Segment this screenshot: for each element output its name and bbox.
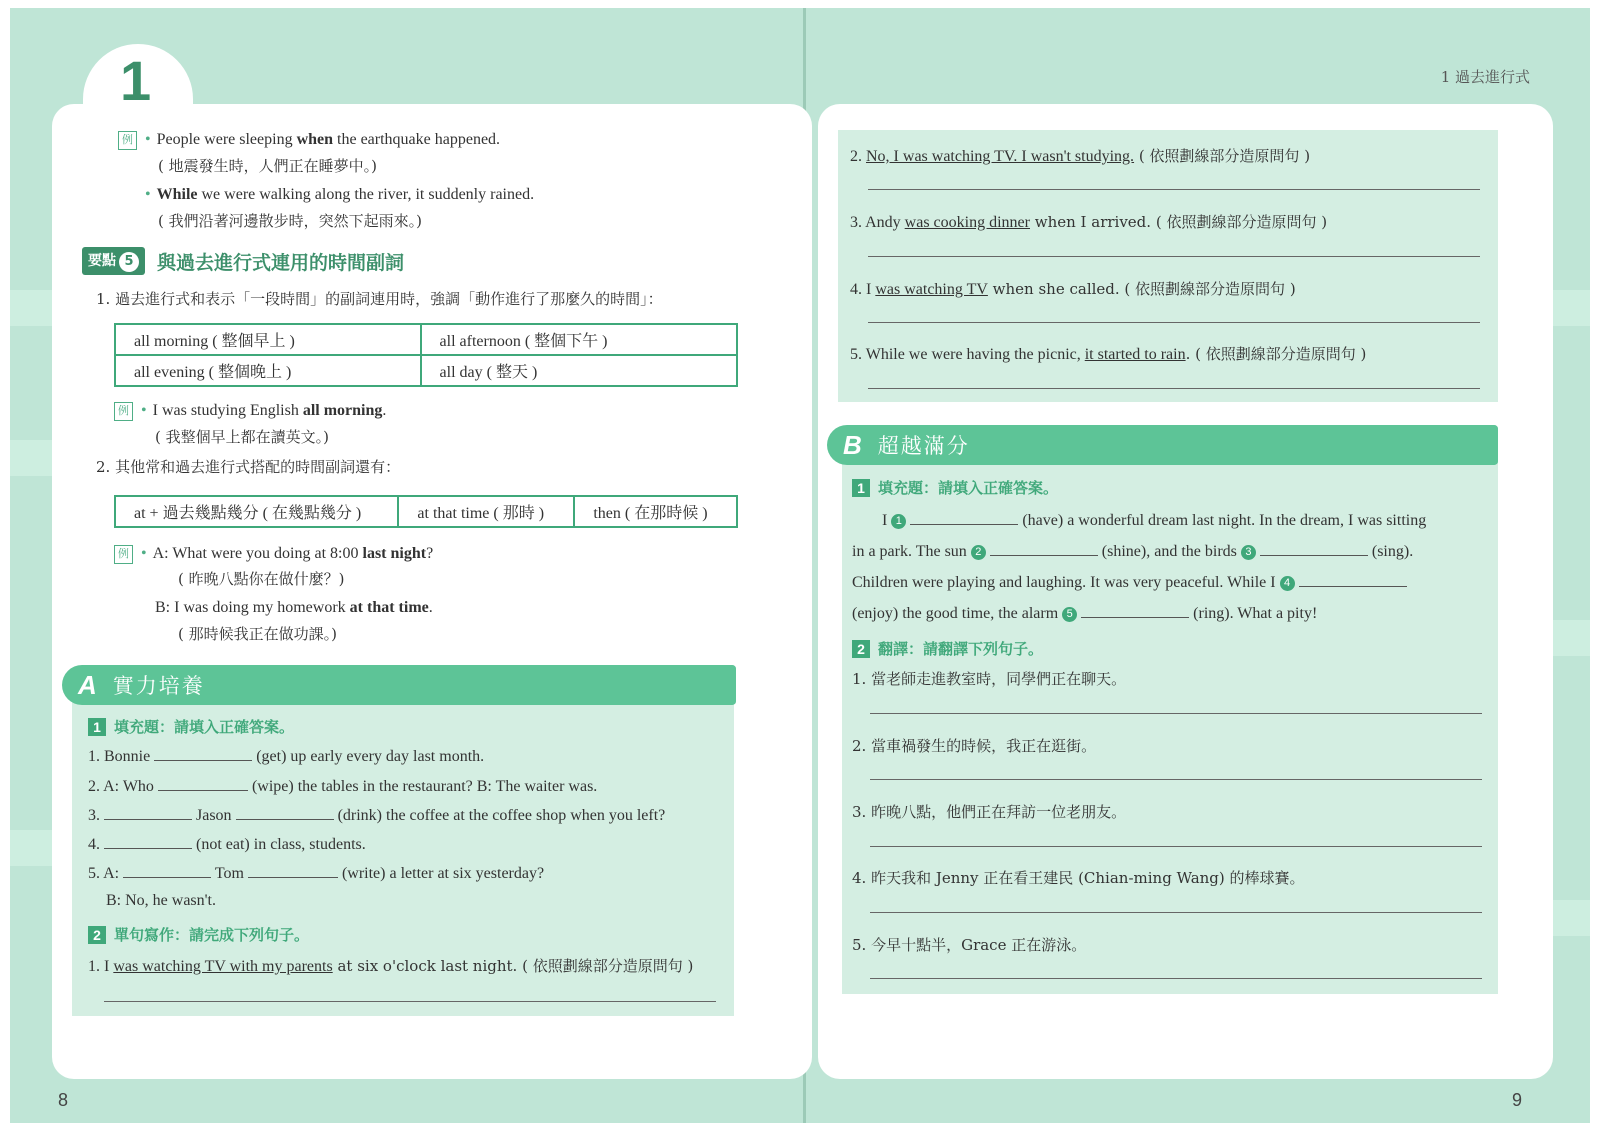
answer-blank[interactable] [910, 510, 1018, 525]
answer-blank[interactable] [123, 863, 211, 878]
blank-number-icon: 4 [1280, 576, 1295, 591]
translation-question-2: 2. 當車禍發生的時候，我正在逛街。 [852, 737, 1097, 755]
fill-question-4: 4. (not eat) in class, students. [88, 836, 366, 853]
keypoint-example-3: 例 • I was studying English all morning. [114, 401, 386, 421]
keypoint-example-4a: 例 • A: What were you doing at 8:00 last night? [114, 544, 433, 564]
table-cell: at that time ( 那時 ) [398, 496, 574, 527]
table-cell: all evening ( 整個晚上 ) [115, 355, 421, 386]
rewrite-question-2: 2. No, I was watching TV. I wasn't studying. ( 依照劃線部分造原問句 ) [850, 147, 1311, 165]
answer-blank[interactable] [154, 746, 252, 761]
decor-stripe [1552, 290, 1590, 326]
intro-example-1-translation: ( 地震發生時，人們正在睡夢中。) [158, 157, 377, 175]
keypoint-example-4b: B: I was doing my homework at that time. [155, 599, 433, 616]
answer-blank[interactable] [990, 541, 1098, 556]
cloze-line-2: in a park. The sun 2 (shine), and the birds 3 (sing). [852, 543, 1414, 560]
table-cell: all day ( 整天 ) [421, 355, 737, 386]
cloze-line-1: I 1 (have) a wonderful dream last night. In the dream, I was sitting [882, 512, 1427, 529]
answer-blank[interactable] [1299, 572, 1407, 587]
keypoint-title: 與過去進行式連用的時間副詞 [157, 251, 405, 274]
decor-stripe [10, 440, 55, 476]
section-a-title: 實力培養 [112, 674, 205, 698]
cloze-line-3: Children were playing and laughing. It was very peaceful. While I 4 [852, 572, 1407, 593]
intro-example-2-translation: ( 我們沿著河邊散步時，突然下起雨來。) [158, 212, 422, 230]
fill-question-2: 2. A: Who (wipe) the tables in the restaurant? B: The waiter was. [88, 778, 598, 795]
example-mark-icon: 例 [114, 402, 133, 421]
section-a-sub2-heading: 2 單句寫作：請完成下列句子。 [88, 924, 309, 945]
answer-blank[interactable] [158, 776, 248, 791]
section-b-sub1-heading: 1 填充題：請填入正確答案。 [852, 477, 1058, 498]
intro-example-1: 例 • People were sleeping when the earthquake happened. [118, 130, 500, 150]
keypoint-point-2: 2. 其他常和過去進行式搭配的時間副詞還有： [96, 458, 401, 476]
rewrite-question-3: 3. Andy was cooking dinner when I arrived. ( 依照劃線部分造原問句 ) [850, 213, 1328, 231]
decor-stripe [10, 830, 55, 866]
section-b-letter: B [843, 429, 862, 460]
time-adverb-table-1 [114, 323, 738, 387]
keypoint-example-4a-translation: ( 昨晚八點你在做什麼？) [178, 570, 345, 588]
decor-stripe [1552, 620, 1590, 656]
section-b-title: 超越滿分 [877, 434, 970, 458]
rewrite-question-4: 4. I was watching TV when she called. ( 依照劃線部分造原問句 ) [850, 280, 1296, 298]
answer-line[interactable] [870, 978, 1482, 979]
section-a-letter: A [78, 669, 97, 700]
running-header: 1 過去進行式 [1440, 68, 1530, 86]
section-b-sub2-heading: 2 翻譯：請翻譯下列句子。 [852, 638, 1043, 659]
intro-example-2: • While we were walking along the river, it suddenly rained. [145, 186, 535, 203]
section-a-header [62, 665, 736, 705]
answer-line[interactable] [870, 846, 1482, 847]
translation-question-1: 1. 當老師走進教室時，同學們正在聊天。 [852, 670, 1127, 688]
fill-question-3: 3. Jason (drink) the coffee at the coffee shop when you left? [88, 807, 666, 824]
table-cell: all morning ( 整個早上 ) [115, 324, 421, 355]
chapter-number: 1 [120, 49, 152, 112]
answer-line[interactable] [870, 912, 1482, 913]
answer-line[interactable] [870, 779, 1482, 780]
cloze-line-4: (enjoy) the good time, the alarm 5 (ring). What a pity! [852, 605, 1318, 622]
example-mark-icon: 例 [114, 545, 133, 564]
answer-line[interactable] [868, 322, 1480, 323]
fill-question-1: 1. Bonnie (get) up early every day last month. [88, 748, 485, 765]
translation-question-5: 5. 今早十點半，Grace 正在游泳。 [852, 936, 1087, 954]
table-cell: at + 過去幾點幾分 ( 在幾點幾分 ) [115, 496, 398, 527]
keypoint-heading [82, 248, 404, 274]
answer-blank[interactable] [1260, 541, 1368, 556]
answer-blank[interactable] [248, 863, 338, 878]
rewrite-question-5: 5. While we were having the picnic, it started to rain. ( 依照劃線部分造原問句 ) [850, 345, 1367, 363]
blank-number-icon: 2 [971, 545, 986, 560]
section-b-header [827, 425, 1498, 465]
example-mark-icon: 例 [118, 131, 137, 150]
page-number-left: 8 [58, 1090, 69, 1110]
time-adverb-table-2 [114, 495, 738, 528]
answer-line[interactable] [104, 1001, 716, 1002]
keypoint-badge: 要點 5 [82, 247, 145, 275]
answer-line[interactable] [868, 388, 1480, 389]
answer-blank[interactable] [1081, 603, 1189, 618]
answer-blank[interactable] [104, 805, 192, 820]
blank-number-icon: 5 [1062, 607, 1077, 622]
keypoint-point-1: 1. 過去進行式和表示「一段時間」的副詞連用時，強調「動作進行了那麼久的時間」： [96, 290, 663, 308]
fill-question-5: 5. A: Tom (write) a letter at six yesterday? [88, 865, 545, 882]
answer-line[interactable] [868, 256, 1480, 257]
table-cell: all afternoon ( 整個下午 ) [421, 324, 737, 355]
answer-line[interactable] [870, 713, 1482, 714]
answer-line[interactable] [868, 189, 1480, 190]
section-a-sub1-heading: 1 填充題：請填入正確答案。 [88, 716, 294, 737]
keypoint-example-3-translation: ( 我整個早上都在讀英文。) [155, 428, 329, 446]
page-number-right: 9 [1512, 1090, 1523, 1110]
translation-question-3: 3. 昨晚八點，他們正在拜訪一位老朋友。 [852, 803, 1127, 821]
translation-question-4: 4. 昨天我和 Jenny 正在看王建民 (Chian-ming Wang) 的棒球賽。 [852, 869, 1305, 887]
decor-stripe [1552, 900, 1590, 936]
writing-question-1: 1. I was watching TV with my parents at six o'clock last night. ( 依照劃線部分造原問句 ) [88, 957, 694, 975]
table-cell: then ( 在那時候 ) [574, 496, 737, 527]
fill-question-5-answer: B: No, he wasn't. [106, 892, 216, 909]
answer-blank[interactable] [236, 805, 334, 820]
blank-number-icon: 1 [891, 514, 906, 529]
keypoint-example-4b-translation: ( 那時候我正在做功課。) [178, 625, 337, 643]
decor-stripe [10, 290, 55, 326]
answer-blank[interactable] [104, 834, 192, 849]
blank-number-icon: 3 [1241, 545, 1256, 560]
